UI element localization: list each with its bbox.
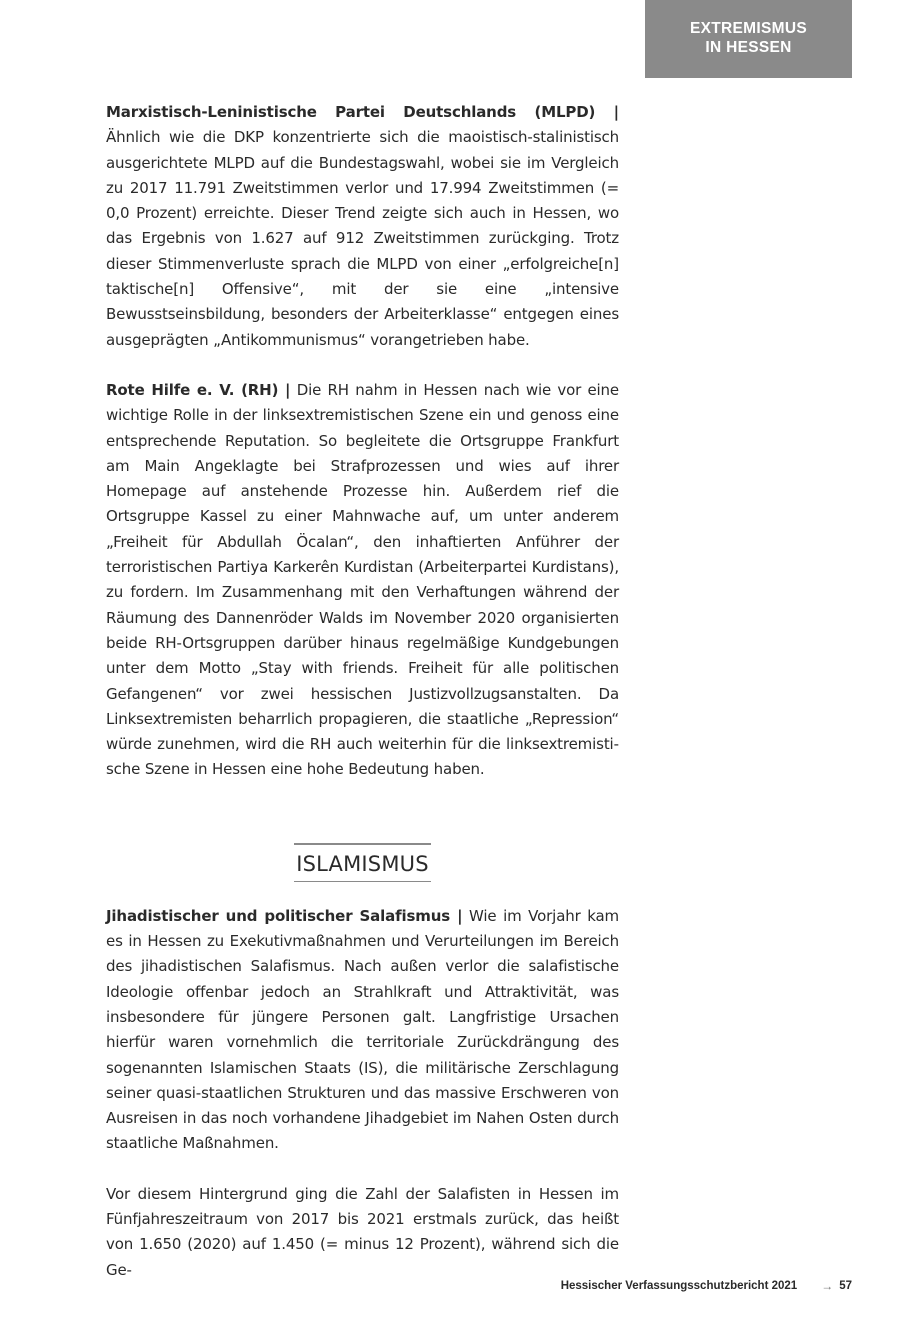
paragraph-rote-hilfe-lead: Rote Hilfe e. V. (RH) | [106,380,291,399]
paragraph-mlpd-text: Ähnlich wie die DKP konzentrierte sich die maoistisch-stalinistisch ausgerichtete MLPD auf die Bundestagswahl, wobei sie im Vergleich zu 2017 11.791 Zweitstimmen verlor und 17.994 Zweitstimmen (= 0,0 Prozent) erreichte. Dieser Trend zeigte sich auch in Hessen, wo das Ergebnis von 1.627 auf 912 Zweitstimmen zurückging. Trotz dieser Stimmenverluste sprach die MLPD von einer „erfolgreiche[n] taktische[n] Offensive“, mit der sie eine „intensive Bewusstseinsbildung, besonders der Arbeiterklasse“ entgegen eines ausgeprägten „Antikommunismus“ vorangetrieben habe. [106,128,619,349]
page-footer [561,1279,852,1293]
paragraph-salafismus [106,904,619,1157]
paragraph-rote-hilfe [106,378,619,783]
section-heading: ISLAMISMUS [294,843,431,882]
section-tab-line1: EXTREMISMUS [690,20,807,37]
paragraph-salafismus-text: Wie im Vorjahr kam es in Hessen zu Exekutivmaßnahmen und Verurteilungen im Bereich des jihadistischen Salafismus. Nach außen verlor die salafistische Ideologie offenbar jedoch an Strahlkraft und Attraktivität, was insbesondere für jüngere Personen galt. Langfristige Ursachen hierfür waren vornehmlich die territoriale Zurückdrängung des sogenannten Islamischen Staats (IS), die militärische Zerschlagung seiner quasi-staatlichen Strukturen und das massive Erschweren von Ausreisen in das noch vorhandene Jihadgebiet im Nahen Osten durch staatliche Maßnahmen. [106,906,619,1153]
paragraph-mlpd-lead: Marxistisch-Leninistische Partei Deutschlands (MLPD) | [106,103,619,121]
paragraph-rote-hilfe-text: Die RH nahm in Hessen nach wie vor eine wichtige Rolle in der linksextremistischen Szene ein und genoss eine entsprechende Reputation. So begleitete die Ortsgruppe Frankfurt am Main Angeklagte bei Strafprozessen und wies auf ihrer Homepage auf anstehende Prozesse hin. Außerdem rief die Ortsgruppe Kassel zu einer Mahnwache auf, um unter anderem „Freiheit für Abdullah Öcalan“, den inhaftierten Anführer der terroristischen Partiya Karkerên Kurdistan (Arbeiterpartei Kurdistans), zu fordern. Im Zusammenhang mit den Verhaftungen während der Räumung des Dannenröder Walds im November 2020 organisierten beide RH-Ortsgruppen darüber hinaus regelmäßige Kundgebungen unter dem Motto „Stay with friends. Freiheit für alle politischen Gefangenen“ vor zwei hessischen Justizvollzugsanstalten. Da Linksextremisten beharrlich propagieren, die staatliche „Repression“ würde zunehmen, wird die RH auch weiterhin für die linksextremistische Szene in Hessen eine hohe Bedeutung haben. [106,380,619,779]
paragraph-mlpd [106,100,619,353]
page-number: 57 [839,1280,852,1292]
paragraph-salafisten-zahl: Vor diesem Hintergrund ging die Zahl der Salafisten in Hessen im Fünfjahreszeitraum von 2017 bis 2021 erstmals zurück, das heißt von 1.650 (2020) auf 1.450 (= minus 12 Prozent), während sich die Ge- [106,1184,619,1279]
footer-report-title: Hessischer Verfassungsschutzbericht 2021 [560,1280,798,1292]
arrow-right-icon: → [821,1279,834,1293]
section-tab-line2: IN HESSEN [705,39,792,56]
section-heading-wrap [106,843,619,882]
section-tab [645,0,852,78]
paragraph-salafismus-lead: Jihadistischer und politischer Salafismus | [106,906,463,925]
page-body [106,100,619,1283]
